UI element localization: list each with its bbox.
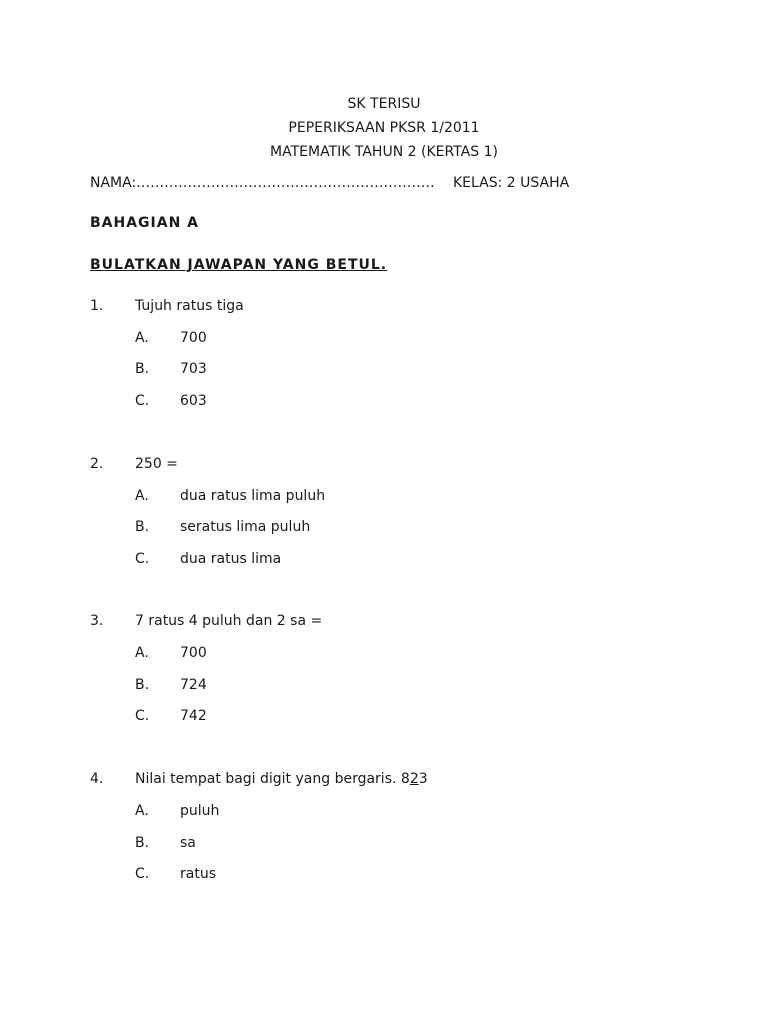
instruction-text: BULATKAN JAWAPAN YANG BETUL.: [90, 257, 388, 273]
option-letter: A.: [135, 330, 149, 346]
option-letter: B.: [135, 835, 150, 851]
option-letter: A.: [135, 803, 149, 819]
exam-header: [0, 92, 768, 164]
question-text-main: Nilai tempat bagi digit yang bergaris. 8: [135, 771, 410, 787]
option-text: sa: [180, 835, 196, 851]
option-letter: B.: [135, 361, 150, 377]
student-info-row: [90, 175, 690, 197]
question-text: 250 =: [135, 456, 178, 472]
option-text: dua ratus lima puluh: [180, 488, 326, 504]
question-text: [135, 771, 428, 787]
question-number: 4.: [90, 771, 104, 787]
underlined-digit: 2: [409, 771, 419, 787]
question-text: Tujuh ratus tiga: [135, 298, 244, 314]
school-name: SK TERISU: [347, 96, 421, 112]
section-title: BAHAGIAN A: [90, 215, 200, 231]
option-letter: B.: [135, 677, 150, 693]
option-text: 742: [180, 708, 207, 724]
option-text: ratus: [180, 866, 216, 882]
option-text: 700: [180, 330, 207, 346]
option-text: dua ratus lima: [180, 551, 282, 567]
question-number: 1.: [90, 298, 104, 314]
question-number: 2.: [90, 456, 104, 472]
name-field[interactable]: NAMA:……………………………………………………….: [90, 175, 435, 191]
question-number: 3.: [90, 613, 104, 629]
option-letter: C.: [135, 866, 150, 882]
class-label: KELAS: 2 USAHA: [453, 175, 570, 191]
subject-title: MATEMATIK TAHUN 2 (KERTAS 1): [270, 144, 498, 160]
option-text: seratus lima puluh: [180, 519, 311, 535]
option-text: puluh: [180, 803, 220, 819]
option-letter: C.: [135, 551, 150, 567]
question-number-tail: 3: [418, 771, 428, 787]
exam-title: PEPERIKSAAN PKSR 1/2011: [288, 120, 480, 136]
option-letter: A.: [135, 645, 149, 661]
option-text: 700: [180, 645, 207, 661]
option-letter: B.: [135, 519, 150, 535]
option-text: 724: [180, 677, 207, 693]
option-letter: C.: [135, 708, 150, 724]
option-text: 703: [180, 361, 207, 377]
option-text: 603: [180, 393, 207, 409]
question-text: 7 ratus 4 puluh dan 2 sa =: [135, 613, 323, 629]
option-letter: C.: [135, 393, 150, 409]
option-letter: A.: [135, 488, 149, 504]
